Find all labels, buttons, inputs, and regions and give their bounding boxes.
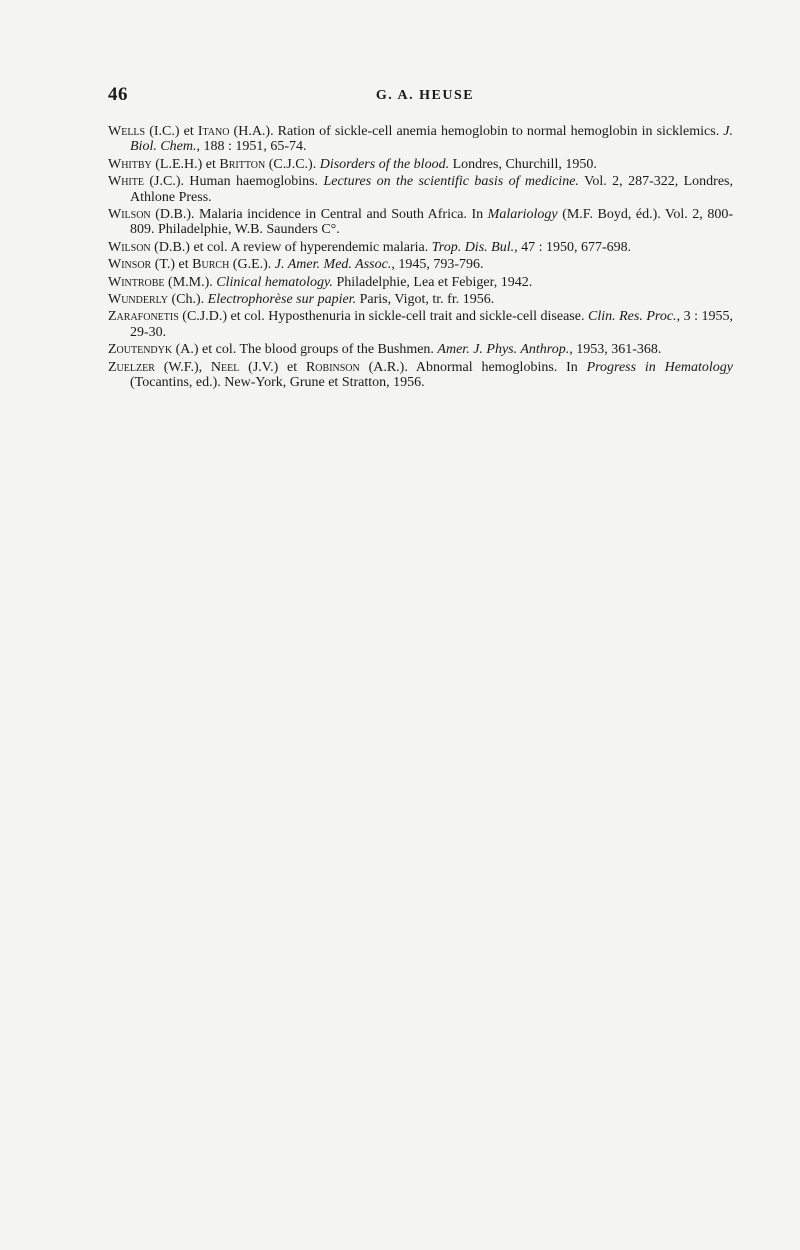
author-name: Burch <box>192 257 230 273</box>
reference-text: (G.E.). <box>229 257 275 273</box>
publication-title: Malariology <box>487 207 558 223</box>
reference-text: , 1953, 361-368. <box>569 342 662 358</box>
reference-text: , 3 : 1955, 29-30. <box>130 309 734 340</box>
reference-text: (T.) et <box>151 257 193 273</box>
author-name: Wilson <box>108 239 151 255</box>
running-head: G. A. HEUSE <box>375 88 475 103</box>
reference-entry <box>108 257 733 272</box>
reference-text: Londres, Churchill, 1950. <box>449 156 597 172</box>
reference-text: (D.B.). Malaria incidence in Central and South Africa. In <box>150 207 488 223</box>
publication-title: J. Amer. Med. Assoc. <box>274 257 392 273</box>
reference-entry <box>108 124 733 155</box>
reference-text: (L.E.H.) et <box>151 156 220 172</box>
publication-title: Clin. Res. Proc. <box>587 309 677 325</box>
author-name: Wunderly <box>108 292 168 308</box>
author-name: Whitby <box>108 156 152 172</box>
publication-title: Electrophorèse sur papier. <box>207 292 357 308</box>
publication-title: Trop. Dis. Bul. <box>431 239 515 255</box>
reference-text: , 188 : 1951, 65-74. <box>196 139 307 155</box>
publication-title: Lectures on the scientific basis of medicine. <box>323 174 579 190</box>
reference-text: Vol. 2, 287-322, Londres, Athlone Press. <box>130 174 734 205</box>
reference-text: (H.A.). Ration of sickle-cell anemia hemoglobin to normal hemoglobin in sicklemics. <box>229 124 724 139</box>
author-name: Winsor <box>108 257 152 273</box>
reference-text: (Ch.). <box>168 292 208 308</box>
reference-entry <box>108 240 733 255</box>
reference-text: Paris, Vigot, tr. fr. 1956. <box>356 292 495 308</box>
reference-entry <box>108 309 733 340</box>
reference-text: (J.V.) et <box>239 359 306 375</box>
reference-text: (W.F.), <box>154 359 211 375</box>
reference-text: , 1945, 793-796. <box>391 257 484 273</box>
page-header <box>108 84 732 108</box>
reference-entry <box>108 275 733 290</box>
reference-text: Philadelphie, Lea et Febiger, 1942. <box>332 274 533 290</box>
reference-text: (C.J.D.) et col. Hyposthenuria in sickle-cell trait and sickle-cell disease. <box>178 309 588 325</box>
reference-text: (A.R.). Abnormal hemoglobins. In <box>359 359 587 375</box>
reference-entry <box>108 157 733 172</box>
publication-title: Progress in Hematology <box>586 359 734 375</box>
publication-title: J. Biol. Chem. <box>130 124 734 155</box>
reference-text: (C.J.C.). <box>265 156 320 172</box>
author-name: Zoutendyk <box>108 342 173 358</box>
publication-title: Amer. J. Phys. Anthrop. <box>437 342 570 358</box>
reference-text: , 47 : 1950, 677-698. <box>514 239 632 255</box>
reference-entry <box>108 174 733 205</box>
reference-text: (D.B.) et col. A review of hyperendemic malaria. <box>150 239 432 255</box>
author-name: Itano <box>197 124 230 139</box>
reference-entry <box>108 342 733 357</box>
publication-title: Disorders of the blood. <box>319 156 450 172</box>
reference-list <box>108 124 733 391</box>
author-name: Neel <box>210 359 240 375</box>
publication-title: Clinical hematology. <box>216 274 333 290</box>
reference-entry <box>108 292 733 307</box>
reference-text: (M.M.). <box>164 274 217 290</box>
author-name: Zuelzer <box>108 359 155 375</box>
reference-text: (J.C.). Human haemoglobins. <box>143 174 324 190</box>
reference-entry <box>108 360 733 391</box>
author-name: Robinson <box>305 359 360 375</box>
reference-text: (A.) et col. The blood groups of the Bushmen. <box>172 342 438 358</box>
author-name: Zarafonetis <box>108 309 179 325</box>
page-number: 46 <box>108 84 128 105</box>
author-name: Britton <box>219 156 266 172</box>
author-name: Wilson <box>108 207 151 223</box>
author-name: Wintrobe <box>108 274 165 290</box>
reference-text: (M.F. Boyd, éd.). Vol. 2, 800-809. Philadelphie, W.B. Saunders C°. <box>130 207 733 238</box>
reference-text: (I.C.) et <box>145 124 198 139</box>
author-name: Wells <box>108 124 146 139</box>
reference-entry <box>108 207 733 238</box>
reference-text: (Tocantins, ed.). New-York, Grune et Stratton, 1956. <box>130 375 425 391</box>
author-name: White <box>108 174 144 190</box>
